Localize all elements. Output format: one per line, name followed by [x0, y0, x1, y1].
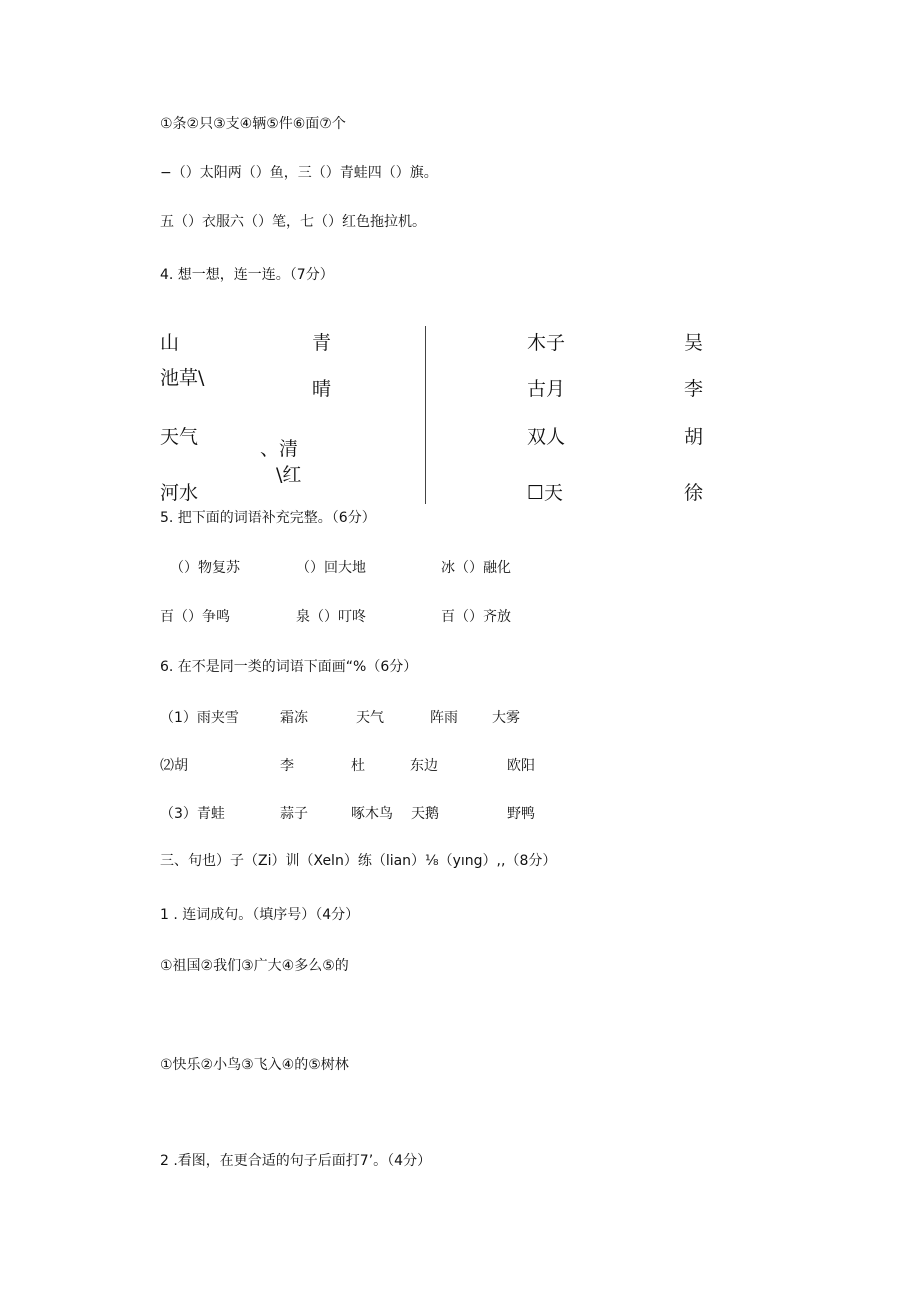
- left-word: 池草\: [160, 367, 205, 389]
- measure-word-row-1: −（）太阳两（）鱼，三（）青蛙四（）旗。: [160, 165, 438, 181]
- category-word: 蒜子: [280, 806, 308, 822]
- left-word: 河水: [160, 482, 199, 504]
- left-word: 天气: [160, 426, 199, 448]
- q2-title: 2 .看图，在更合适的句子后面打7’。（4分）: [160, 1153, 432, 1169]
- part3-title: 三、句也）子（Zi）训（Xeln）练（lian）⅛（yıng）,,（8分）: [160, 853, 557, 869]
- fill-word: 百（）争鸣: [160, 609, 230, 625]
- left-match: 晴: [312, 378, 332, 400]
- category-word: 李: [280, 758, 294, 774]
- left-match: 、清: [260, 438, 299, 460]
- q1-title: 1 . 连词成句。（填序号）（4分）: [160, 907, 360, 923]
- q6-title: 6. 在不是同一类的词语下面画“%（6分）: [160, 659, 418, 675]
- category-word: 东边: [410, 758, 438, 774]
- q4-title: 4. 想一想，连一连。（7分）: [160, 267, 334, 283]
- q5-title: 5. 把下面的词语补充完整。（6分）: [160, 510, 376, 526]
- measure-word-options: ①条②只③支④辆⑤件⑥面⑦个: [160, 116, 346, 132]
- column-divider: [425, 326, 426, 504]
- category-word: （3）青蛙: [160, 806, 225, 822]
- fill-word: （）物复苏: [170, 560, 240, 576]
- category-word: 大雾: [492, 710, 520, 726]
- category-word: 阵雨: [430, 710, 458, 726]
- left-word: 山: [160, 332, 180, 354]
- right-word: 木子: [527, 332, 566, 354]
- surname: 胡: [684, 426, 704, 448]
- surname: 徐: [684, 482, 704, 504]
- fill-word: （）回大地: [296, 560, 366, 576]
- category-word: 天鹅: [411, 806, 439, 822]
- category-word: （1）雨夹雪: [160, 710, 239, 726]
- surname: 吴: [684, 332, 704, 354]
- fill-word: 泉（）叮咚: [296, 609, 366, 625]
- category-word: 天气: [356, 710, 384, 726]
- sentence-words: ①祖国②我们③广大④多么⑤的: [160, 958, 349, 974]
- fill-word: 百（）齐放: [441, 609, 511, 625]
- right-word: ☐天: [527, 482, 564, 504]
- sentence-words: ①快乐②小鸟③飞入④的⑤树林: [160, 1057, 349, 1073]
- category-word: 啄木鸟: [351, 806, 393, 822]
- right-word: 双人: [527, 426, 566, 448]
- right-word: 古月: [527, 378, 566, 400]
- surname: 李: [684, 378, 704, 400]
- fill-word: 冰（）融化: [441, 560, 511, 576]
- category-word: 欧阳: [507, 758, 535, 774]
- left-match: \红: [276, 464, 302, 486]
- category-word: 霜冻: [280, 710, 308, 726]
- measure-word-row-2: 五（）衣服六（）笔，七（）红色拖拉机。: [160, 214, 426, 230]
- category-word: ⑵胡: [160, 758, 188, 774]
- category-word: 杜: [351, 758, 365, 774]
- left-match: 青: [312, 332, 332, 354]
- category-word: 野鸭: [507, 806, 535, 822]
